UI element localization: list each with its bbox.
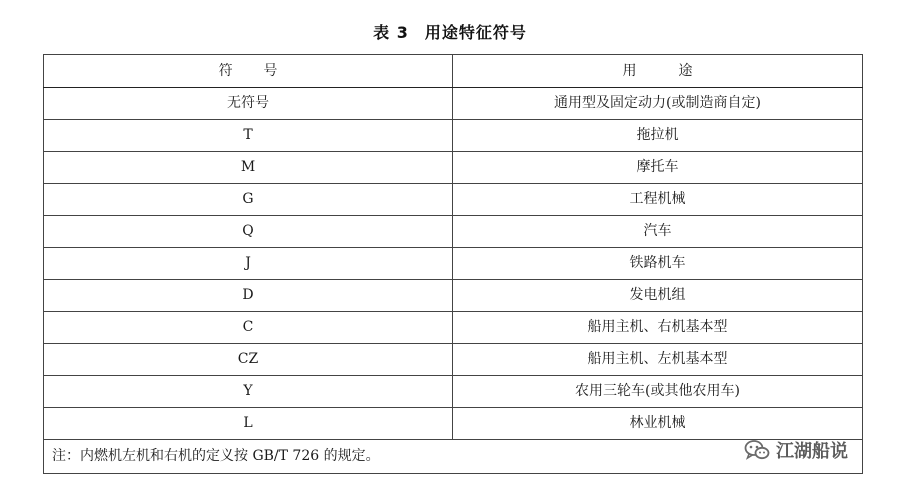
cell-usage: 发电机组 (453, 280, 863, 312)
cell-symbol: M (44, 152, 453, 184)
cell-usage: 汽车 (453, 216, 863, 248)
table-note-row (44, 440, 863, 474)
table-caption: 用途特征符号 (424, 23, 527, 42)
table-row (44, 216, 863, 248)
header-usage: 用途 (453, 55, 863, 88)
table-row (44, 120, 863, 152)
cell-usage: 摩托车 (453, 152, 863, 184)
cell-usage: 工程机械 (453, 184, 863, 216)
table-row (44, 280, 863, 312)
table-title (0, 20, 900, 43)
cell-symbol: D (44, 280, 453, 312)
cell-symbol: G (44, 184, 453, 216)
cell-usage: 铁路机车 (453, 248, 863, 280)
table-row (44, 184, 863, 216)
usage-symbol-table-container (43, 54, 862, 474)
cell-usage: 拖拉机 (453, 120, 863, 152)
cell-usage: 林业机械 (453, 408, 863, 440)
cell-symbol: C (44, 312, 453, 344)
cell-usage: 船用主机、右机基本型 (453, 312, 863, 344)
cell-usage: 船用主机、左机基本型 (453, 344, 863, 376)
cell-symbol: Q (44, 216, 453, 248)
cell-symbol: T (44, 120, 453, 152)
watermark-text: 江湖船说 (776, 441, 848, 462)
cell-symbol: L (44, 408, 453, 440)
table-row (44, 312, 863, 344)
table-note: 注：内燃机左机和右机的定义按 GB/T 726 的规定。 (44, 440, 863, 474)
cell-symbol: J (44, 248, 453, 280)
cell-symbol: CZ (44, 344, 453, 376)
table-row (44, 376, 863, 408)
table-header-row (44, 55, 863, 88)
table-row (44, 408, 863, 440)
cell-symbol: 无符号 (44, 88, 453, 120)
table-number: 表 3 (373, 23, 409, 42)
cell-usage: 通用型及固定动力(或制造商自定) (453, 88, 863, 120)
table-row (44, 88, 863, 120)
usage-symbol-table (43, 54, 863, 474)
table-row (44, 344, 863, 376)
table-row (44, 248, 863, 280)
cell-symbol: Y (44, 376, 453, 408)
cell-usage: 农用三轮车(或其他农用车) (453, 376, 863, 408)
watermark (744, 436, 848, 464)
table-row (44, 152, 863, 184)
wechat-icon (744, 439, 770, 461)
header-symbol: 符号 (44, 55, 453, 88)
